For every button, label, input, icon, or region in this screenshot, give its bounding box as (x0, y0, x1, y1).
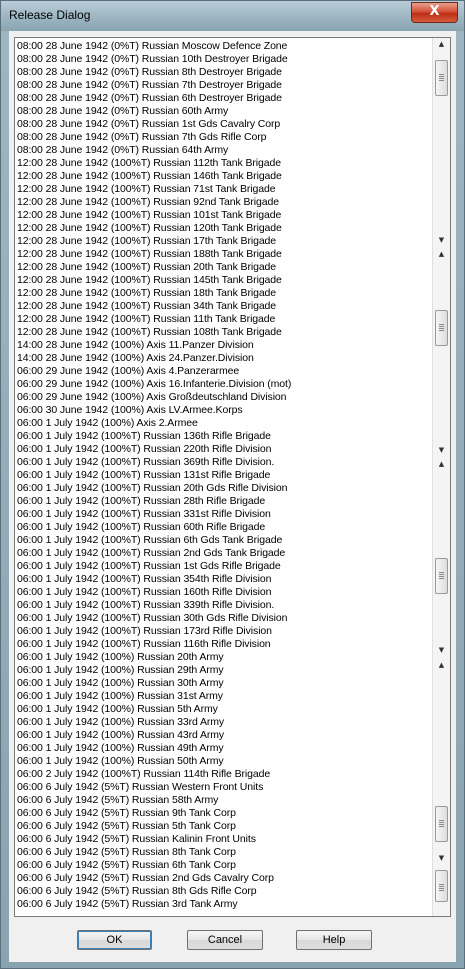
list-item[interactable]: 06:00 2 July 1942 (100%T) Russian 114th Rifle Brigade (17, 768, 271, 780)
title-bar[interactable] (1, 1, 464, 31)
list-item[interactable]: 08:00 28 June 1942 (0%T) Russian 1st Gds Cavalry Corp (17, 118, 281, 130)
release-list (17, 40, 427, 911)
list-item[interactable]: 06:00 1 July 1942 (100%T) Russian 60th Rifle Brigade (17, 521, 266, 533)
list-item[interactable]: 06:00 1 July 1942 (100%) Russian 33rd Army (17, 716, 225, 728)
list-item[interactable]: 06:00 1 July 1942 (100%T) Russian 6th Gds Tank Brigade (17, 534, 283, 546)
list-item[interactable]: 08:00 28 June 1942 (0%T) Russian 60th Army (17, 105, 229, 117)
list-item[interactable]: 08:00 28 June 1942 (0%T) Russian 7th Destroyer Brigade (17, 79, 282, 91)
list-item[interactable]: 12:00 28 June 1942 (100%T) Russian 112th Tank Brigade (17, 157, 281, 169)
list-item[interactable]: 12:00 28 June 1942 (100%T) Russian 18th Tank Brigade (17, 287, 277, 299)
list-item[interactable]: 06:00 1 July 1942 (100%) Russian 20th Army (17, 651, 224, 663)
list-item[interactable]: 12:00 28 June 1942 (100%T) Russian 108th Tank Brigade (17, 326, 282, 338)
list-item[interactable]: 06:00 1 July 1942 (100%T) Russian 131st Rifle Brigade (17, 469, 271, 481)
list-item[interactable]: 12:00 28 June 1942 (100%T) Russian 188th Tank Brigade (17, 248, 282, 260)
scroll-up-arrow-icon[interactable]: ▲ (438, 40, 445, 48)
list-item[interactable]: 12:00 28 June 1942 (100%T) Russian 101st Tank Brigade (17, 209, 282, 221)
list-item[interactable]: 12:00 28 June 1942 (100%T) Russian 146th Tank Brigade (17, 170, 282, 182)
list-item[interactable]: 06:00 1 July 1942 (100%T) Russian 136th Rifle Brigade (17, 430, 271, 442)
list-item[interactable]: 06:00 1 July 1942 (100%T) Russian 20th Gds Rifle Division (17, 482, 288, 494)
list-item[interactable]: 06:00 1 July 1942 (100%T) Russian 160th Rifle Division (17, 586, 272, 598)
ok-button[interactable]: OK (77, 930, 152, 950)
list-item[interactable]: 06:00 1 July 1942 (100%T) Russian 331st Rifle Division (17, 508, 271, 520)
list-item[interactable]: 12:00 28 June 1942 (100%T) Russian 145th Tank Brigade (17, 274, 282, 286)
list-item[interactable]: 06:00 6 July 1942 (5%T) Russian 5th Tank Corp (17, 820, 236, 832)
list-item[interactable]: 06:00 1 July 1942 (100%T) Russian 339th Rifle Division. (17, 599, 275, 611)
list-item[interactable]: 06:00 30 June 1942 (100%) Axis LV.Armee.Korps (17, 404, 243, 416)
list-item[interactable]: 06:00 6 July 1942 (5%T) Russian 6th Tank Corp (17, 859, 236, 871)
list-item[interactable]: 06:00 1 July 1942 (100%) Russian 43rd Army (17, 729, 225, 741)
list-item[interactable]: 12:00 28 June 1942 (100%T) Russian 11th Tank Brigade (17, 313, 276, 325)
list-item[interactable]: 06:00 1 July 1942 (100%T) Russian 2nd Gds Tank Brigade (17, 547, 286, 559)
release-listbox[interactable] (14, 37, 451, 917)
close-button[interactable]: X (411, 2, 458, 23)
list-item[interactable]: 06:00 6 July 1942 (5%T) Russian Kalinin Front Units (17, 833, 256, 845)
scroll-down-arrow-icon[interactable]: ▼ (438, 446, 445, 454)
list-item[interactable]: 06:00 29 June 1942 (100%) Axis 16.Infanterie.Division (mot) (17, 378, 292, 390)
scroll-down-arrow-icon[interactable]: ▼ (438, 854, 445, 862)
list-item[interactable]: 06:00 1 July 1942 (100%T) Russian 173rd Rifle Division (17, 625, 272, 637)
list-item[interactable]: 12:00 28 June 1942 (100%T) Russian 92nd Tank Brigade (17, 196, 279, 208)
list-item[interactable]: 14:00 28 June 1942 (100%) Axis 24.Panzer.Division (17, 352, 254, 364)
list-item[interactable]: 06:00 6 July 1942 (5%T) Russian 3rd Tank Army (17, 898, 238, 910)
vertical-scrollbar[interactable] (432, 38, 450, 916)
list-item[interactable]: 12:00 28 June 1942 (100%T) Russian 120th Tank Brigade (17, 222, 282, 234)
list-item[interactable]: 06:00 1 July 1942 (100%T) Russian 30th Gds Rifle Division (17, 612, 288, 624)
scroll-thumb[interactable] (435, 870, 448, 902)
list-item[interactable]: 12:00 28 June 1942 (100%T) Russian 34th Tank Brigade (17, 300, 277, 312)
scroll-up-arrow-icon[interactable]: ▲ (438, 250, 445, 258)
list-item[interactable]: 06:00 1 July 1942 (100%T) Russian 354th Rifle Division (17, 573, 272, 585)
list-item[interactable]: 08:00 28 June 1942 (0%T) Russian 8th Destroyer Brigade (17, 66, 282, 78)
help-button[interactable]: Help (296, 930, 372, 950)
list-item[interactable]: 06:00 6 July 1942 (5%T) Russian 9th Tank Corp (17, 807, 236, 819)
list-item[interactable]: 12:00 28 June 1942 (100%T) Russian 20th Tank Brigade (17, 261, 277, 273)
list-item[interactable]: 06:00 1 July 1942 (100%) Russian 31st Army (17, 690, 223, 702)
list-item[interactable]: 08:00 28 June 1942 (0%T) Russian 7th Gds Rifle Corp (17, 131, 267, 143)
list-item[interactable]: 06:00 1 July 1942 (100%T) Russian 116th Rifle Division (17, 638, 271, 650)
list-item[interactable]: 06:00 29 June 1942 (100%) Axis 4.Panzerarmee (17, 365, 240, 377)
list-item[interactable]: 08:00 28 June 1942 (0%T) Russian 64th Army (17, 144, 229, 156)
list-item[interactable]: 08:00 28 June 1942 (0%T) Russian Moscow Defence Zone (17, 40, 288, 52)
scroll-thumb[interactable] (435, 310, 448, 346)
list-item[interactable]: 06:00 6 July 1942 (5%T) Russian 8th Gds Rifle Corp (17, 885, 257, 897)
list-item[interactable]: 06:00 29 June 1942 (100%) Axis Großdeutschland Division (17, 391, 287, 403)
list-item[interactable]: 08:00 28 June 1942 (0%T) Russian 10th Destroyer Brigade (17, 53, 288, 65)
cancel-button[interactable]: Cancel (187, 930, 263, 950)
list-item[interactable]: 06:00 1 July 1942 (100%) Russian 49th Army (17, 742, 224, 754)
scroll-thumb[interactable] (435, 806, 448, 842)
list-item[interactable]: 06:00 1 July 1942 (100%T) Russian 28th Rifle Brigade (17, 495, 266, 507)
scroll-down-arrow-icon[interactable]: ▼ (438, 646, 445, 654)
list-item[interactable]: 06:00 6 July 1942 (5%T) Russian 8th Tank Corp (17, 846, 236, 858)
list-item[interactable]: 06:00 6 July 1942 (5%T) Russian 58th Army (17, 794, 219, 806)
scroll-up-arrow-icon[interactable]: ▲ (438, 661, 445, 669)
scroll-down-arrow-icon[interactable]: ▼ (438, 236, 445, 244)
list-item[interactable]: 14:00 28 June 1942 (100%) Axis 11.Panzer Division (17, 339, 254, 351)
list-item[interactable]: 06:00 1 July 1942 (100%) Russian 50th Army (17, 755, 224, 767)
list-item[interactable]: 06:00 1 July 1942 (100%) Russian 5th Army (17, 703, 218, 715)
list-item[interactable]: 06:00 1 July 1942 (100%T) Russian 369th Rifle Division. (17, 456, 275, 468)
dialog-client-area (9, 31, 456, 962)
scroll-thumb[interactable] (435, 558, 448, 594)
list-item[interactable]: 06:00 1 July 1942 (100%T) Russian 220th Rifle Division (17, 443, 272, 455)
scroll-up-arrow-icon[interactable]: ▲ (438, 460, 445, 468)
list-item[interactable]: 08:00 28 June 1942 (0%T) Russian 6th Destroyer Brigade (17, 92, 282, 104)
scroll-thumb[interactable] (435, 60, 448, 96)
list-item[interactable]: 06:00 6 July 1942 (5%T) Russian 2nd Gds Cavalry Corp (17, 872, 274, 884)
list-item[interactable]: 12:00 28 June 1942 (100%T) Russian 17th Tank Brigade (17, 235, 277, 247)
list-item[interactable]: 06:00 6 July 1942 (5%T) Russian Western Front Units (17, 781, 264, 793)
list-item[interactable]: 06:00 1 July 1942 (100%) Axis 2.Armee (17, 417, 198, 429)
list-item[interactable]: 06:00 1 July 1942 (100%T) Russian 1st Gds Rifle Brigade (17, 560, 281, 572)
list-item[interactable]: 06:00 1 July 1942 (100%) Russian 30th Army (17, 677, 224, 689)
list-item[interactable]: 06:00 1 July 1942 (100%) Russian 29th Army (17, 664, 224, 676)
window-title: Release Dialog (9, 8, 91, 22)
list-item[interactable]: 12:00 28 June 1942 (100%T) Russian 71st Tank Brigade (17, 183, 276, 195)
